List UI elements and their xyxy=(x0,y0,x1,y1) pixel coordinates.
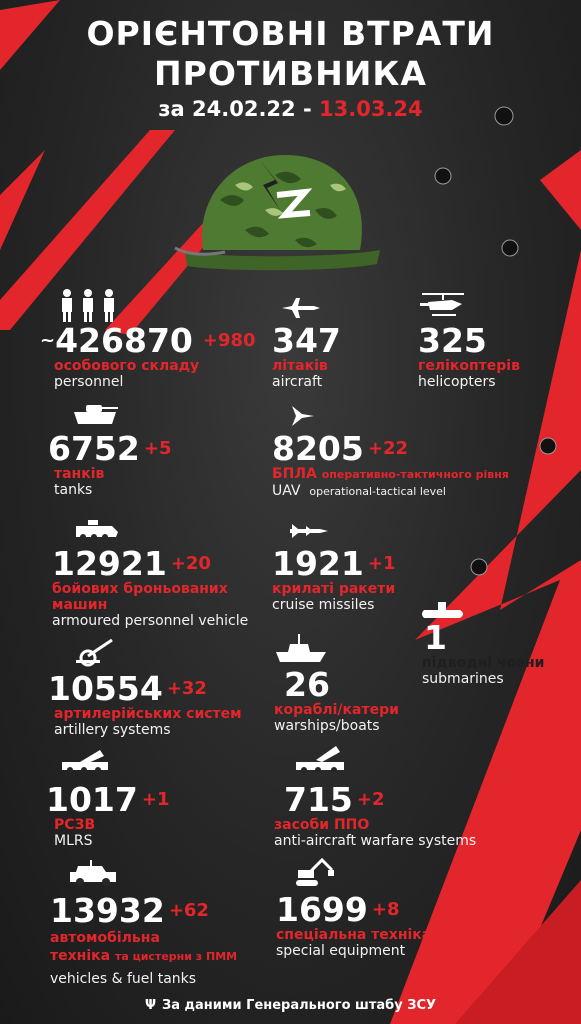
air-defense-delta: +2 xyxy=(356,789,385,810)
aircraft-value: 347 xyxy=(272,321,341,360)
aircraft-ua: літаків xyxy=(272,358,328,374)
warships-value: 26 xyxy=(284,665,330,704)
date-prefix: за 24.02.22 - xyxy=(158,97,312,121)
tanks-ua: танків xyxy=(54,466,105,482)
uav-ua-main: БПЛА xyxy=(272,466,317,482)
stat-apv xyxy=(52,544,249,630)
soldiers-icon xyxy=(55,288,125,322)
artillery-delta: +32 xyxy=(166,678,207,699)
personnel-ua: особового складу xyxy=(54,358,200,374)
trident-icon: Ψ xyxy=(144,998,156,1013)
special-value: 1699 xyxy=(276,890,368,929)
stat-vehicles xyxy=(50,891,238,988)
helicopters-value: 325 xyxy=(418,321,487,360)
title-line-2: ПРОТИВНИКА xyxy=(154,54,427,93)
footer-text: За даними Генерального штабу ЗСУ xyxy=(162,998,437,1013)
vehicles-delta: +62 xyxy=(168,900,209,921)
stat-helicopters xyxy=(418,321,520,391)
helicopter-icon xyxy=(418,290,468,320)
tank-icon xyxy=(72,402,120,426)
vehicles-ua-line1: автомобільна xyxy=(50,930,160,946)
aircraft-en: aircraft xyxy=(272,374,323,390)
special-delta: +8 xyxy=(371,899,400,920)
special-ua: спеціальна техніка xyxy=(276,927,432,943)
apv-delta: +20 xyxy=(170,553,211,574)
vehicles-en: vehicles & fuel tanks xyxy=(50,971,197,987)
helicopters-ua: гелікоптерів xyxy=(418,358,520,374)
missiles-value: 1921 xyxy=(272,544,364,583)
uav-delta: +22 xyxy=(367,438,408,459)
stat-warships xyxy=(274,665,399,735)
stat-special xyxy=(276,890,432,960)
warships-ua: кораблі/катери xyxy=(274,702,399,718)
personnel-value: 426870 xyxy=(55,321,193,360)
artillery-value: 10554 xyxy=(48,669,163,708)
vehicles-ua-line2b: та цистерни з ПММ xyxy=(114,950,238,963)
mlrs-delta: +1 xyxy=(141,789,170,810)
tanks-en: tanks xyxy=(54,482,93,498)
mlrs-value: 1017 xyxy=(46,780,138,819)
uav-ua-sub: оперативно-тактичного рівня xyxy=(321,468,509,481)
submarines-value: 1 xyxy=(424,618,447,657)
drone-icon xyxy=(288,404,316,428)
stat-submarines xyxy=(422,618,545,688)
air-defense-en: anti-aircraft warfare systems xyxy=(274,833,477,849)
submarines-en: submarines xyxy=(422,671,504,687)
apv-ua-line2: машин xyxy=(52,597,108,613)
stat-aircraft xyxy=(272,321,341,391)
artillery-ua: артилерійських систем xyxy=(54,706,242,722)
stat-tanks xyxy=(48,429,172,499)
missile-icon xyxy=(288,522,330,540)
warship-icon xyxy=(274,630,328,666)
humvee-icon xyxy=(66,860,120,888)
date-end: 13.03.24 xyxy=(319,97,423,121)
apv-en: armoured personnel vehicle xyxy=(52,613,249,629)
mlrs-en: MLRS xyxy=(54,833,93,849)
helmet-icon xyxy=(165,140,395,290)
air-defense-value: 715 xyxy=(284,780,353,819)
stat-air-defense xyxy=(274,780,477,850)
vehicles-ua-line2a: техніка xyxy=(50,948,111,964)
air-defense-ua: засоби ППО xyxy=(274,817,370,833)
excavator-icon xyxy=(296,856,336,888)
missiles-delta: +1 xyxy=(367,553,396,574)
tanks-value: 6752 xyxy=(48,429,140,468)
apv-ua-line1: бойових броньованих xyxy=(52,581,228,597)
title-line-1: ОРІЄНТОВНІ ВТРАТИ xyxy=(86,14,495,53)
footer-source xyxy=(0,998,581,1013)
apv-value: 12921 xyxy=(52,544,167,583)
missiles-en: cruise missiles xyxy=(272,597,375,613)
stat-personnel xyxy=(40,321,256,391)
uav-value: 8205 xyxy=(272,429,364,468)
stat-artillery xyxy=(48,669,242,739)
personnel-prefix: ~ xyxy=(40,330,56,351)
stat-missiles xyxy=(272,544,396,614)
jet-icon xyxy=(280,297,322,319)
apc-icon xyxy=(72,518,120,542)
cannon-icon xyxy=(76,636,116,668)
mlrs-icon xyxy=(60,748,112,776)
uav-en-main: UAV xyxy=(272,483,301,499)
tanks-delta: +5 xyxy=(143,438,172,459)
special-en: special equipment xyxy=(276,943,406,959)
stat-uav xyxy=(272,429,509,500)
helicopters-en: helicopters xyxy=(418,374,496,390)
missiles-ua: крилаті ракети xyxy=(272,581,396,597)
warships-en: warships/boats xyxy=(274,718,380,734)
air-defense-icon xyxy=(294,744,348,776)
stat-mlrs xyxy=(46,780,170,850)
vehicles-value: 13932 xyxy=(50,891,165,930)
personnel-delta: +980 xyxy=(202,330,256,351)
personnel-en: personnel xyxy=(54,374,124,390)
date-range xyxy=(0,97,581,121)
artillery-en: artillery systems xyxy=(54,722,171,738)
submarines-ua: підводні човни xyxy=(422,655,545,671)
mlrs-ua: РСЗВ xyxy=(54,817,96,833)
uav-en-sub: operational-tactical level xyxy=(309,485,446,498)
